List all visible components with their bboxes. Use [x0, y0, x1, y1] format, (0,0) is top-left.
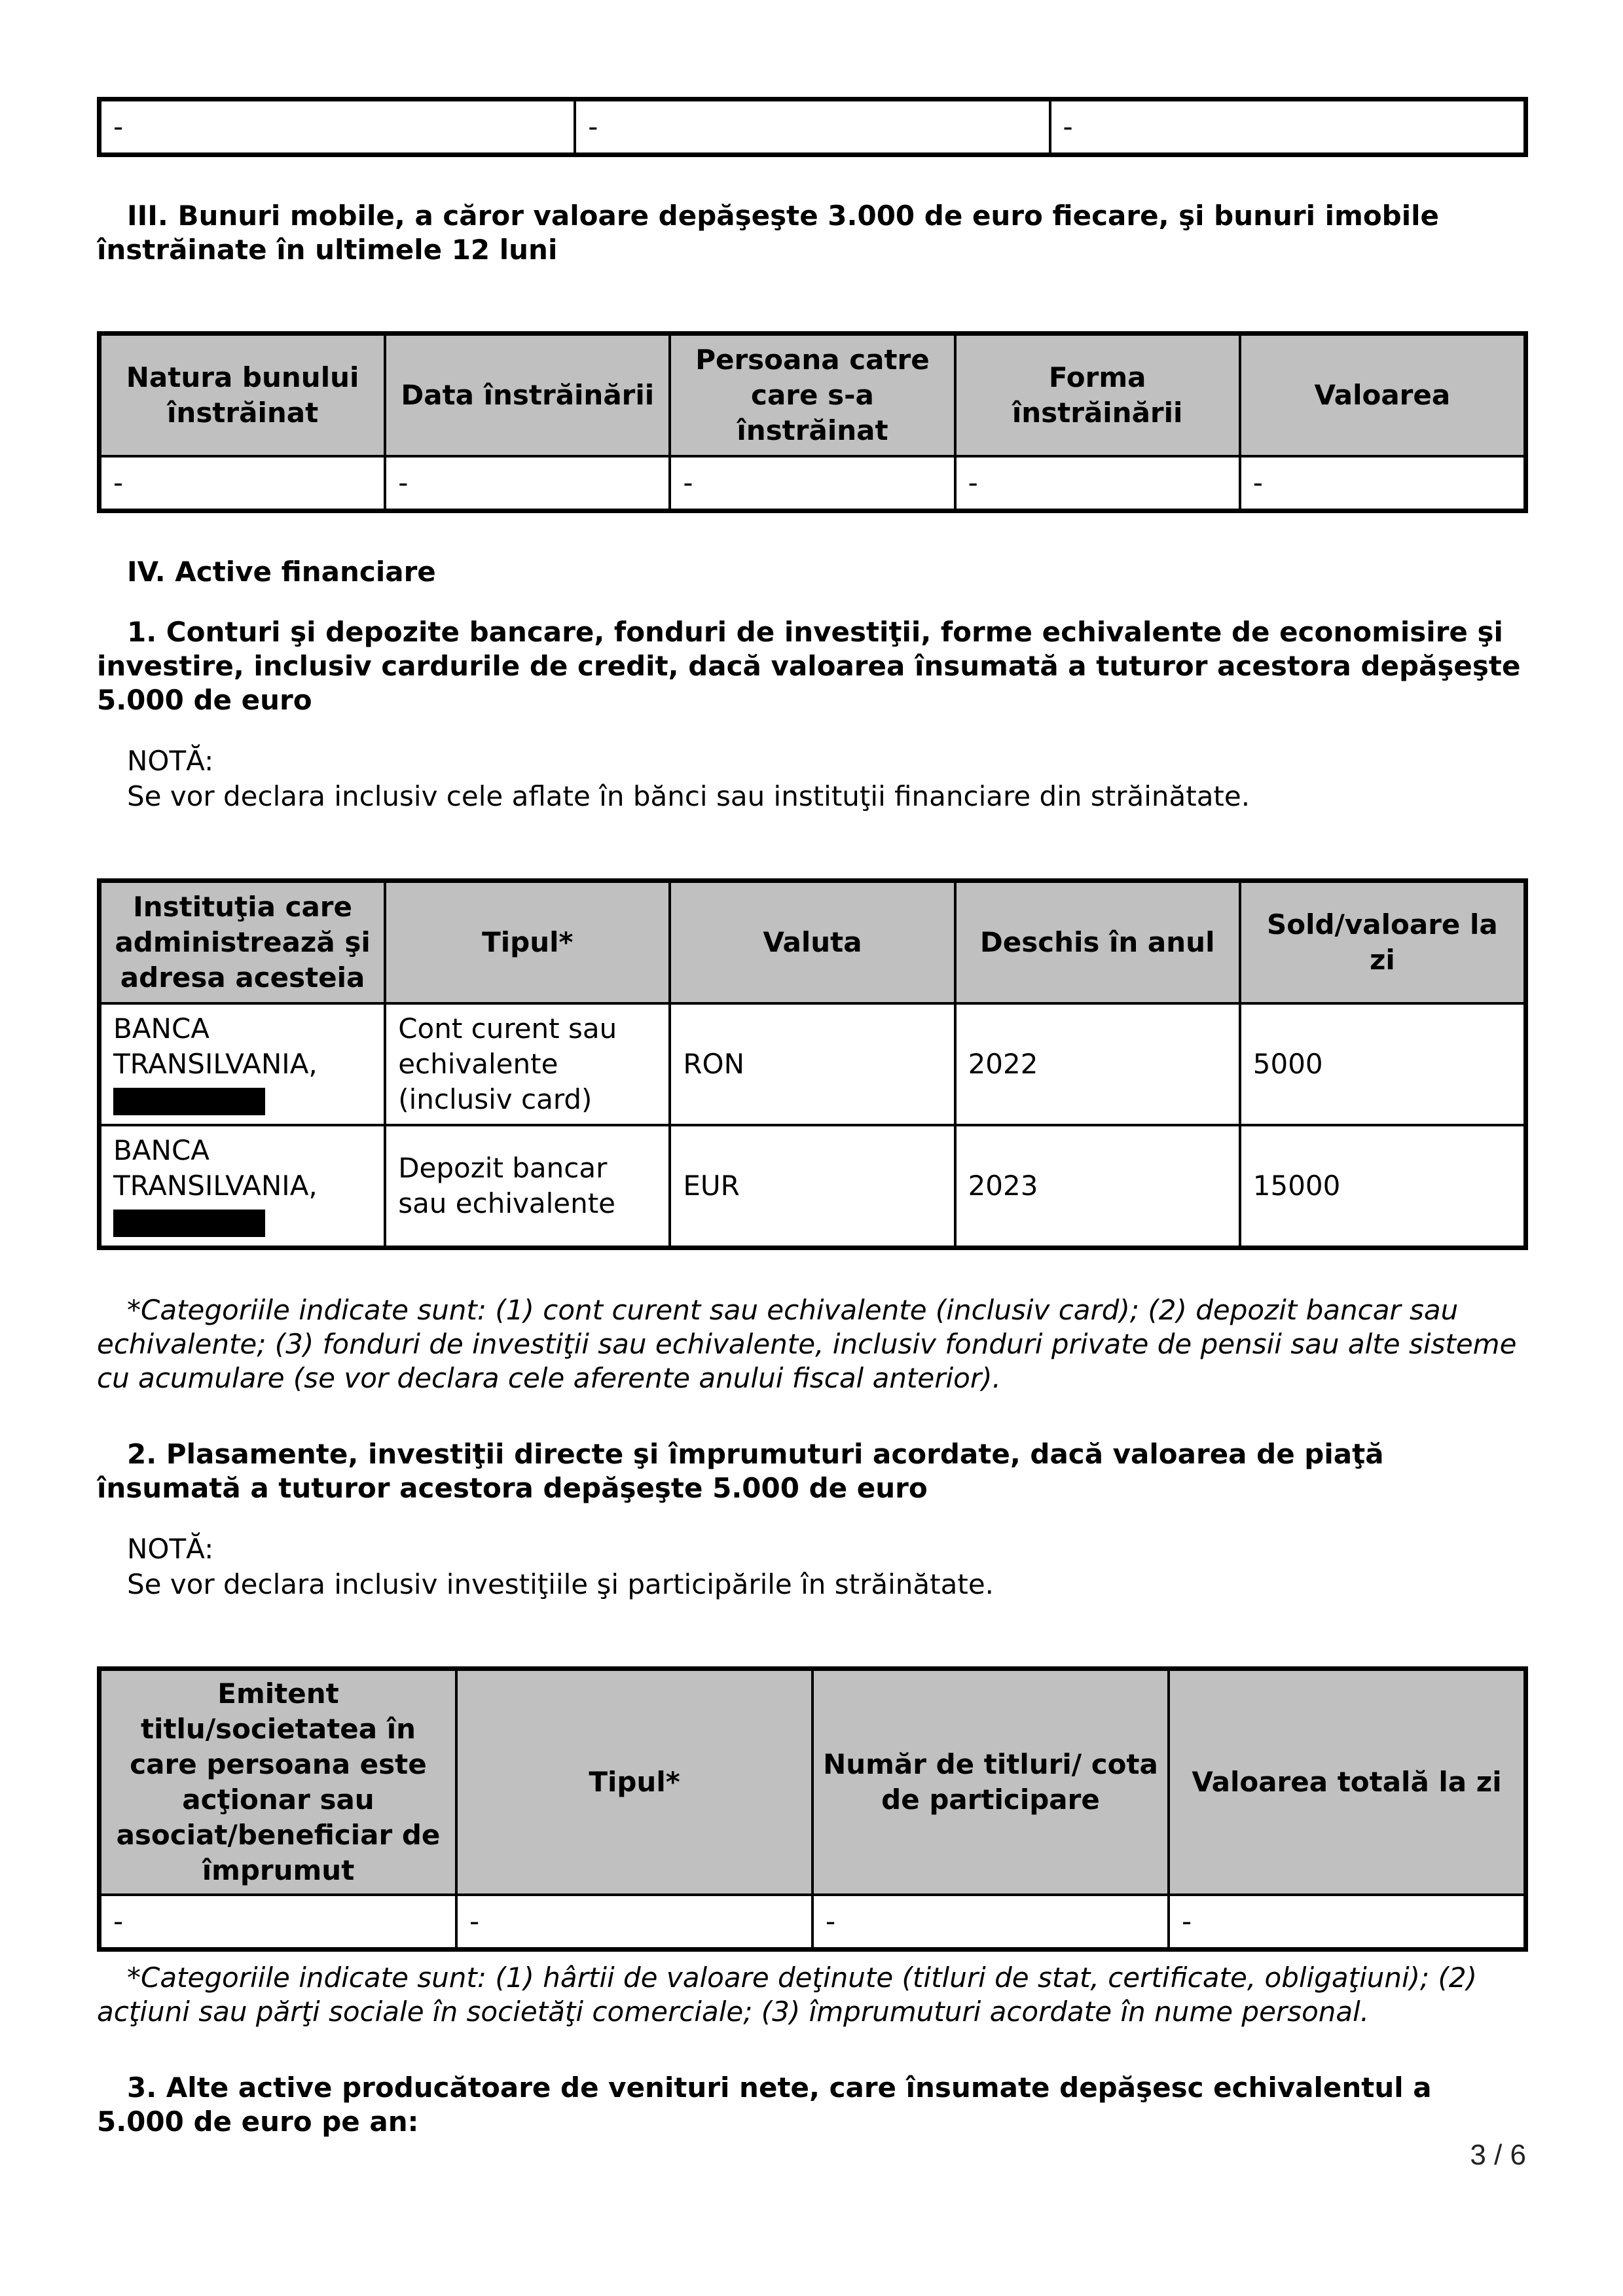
accounts-footnote: *Categoriile indicate sunt: (1) cont curent sau echivalente (inclusiv card); (2) depozit bancar sau echivalente; (3) fonduri de investiţii sau echivalente, inclusiv fonduri private de pensii sau alte sisteme cu acumulare (se vor declara cele aferente anului fiscal anterior). — [97, 1294, 1517, 1394]
year-cell: 2023 — [955, 1125, 1240, 1247]
table-row — [100, 1895, 1525, 1948]
table-cell: - — [1050, 100, 1525, 154]
type-cell: Depozit bancar sau echivalente — [385, 1125, 670, 1247]
alienated-assets-table — [97, 331, 1528, 513]
currency-cell: EUR — [670, 1125, 955, 1247]
table-cell: - — [575, 100, 1049, 154]
top-table — [97, 97, 1528, 157]
table-cell: - — [1240, 456, 1525, 510]
column-header: Valoarea totală la zi — [1169, 1670, 1525, 1895]
section-iv-heading: IV. Active financiare — [127, 556, 436, 588]
note-label: NOTĂ: — [127, 745, 214, 777]
table-cell: - — [812, 1895, 1169, 1948]
column-header: Valoarea — [1240, 334, 1525, 456]
document-page — [97, 97, 1528, 2139]
table-cell: - — [100, 456, 385, 510]
table-row — [100, 100, 1525, 154]
bank-accounts-table — [97, 878, 1528, 1250]
year-cell: 2022 — [955, 1003, 1240, 1125]
column-header: Sold/valoare la zi — [1240, 882, 1525, 1003]
column-header: Forma înstrăinării — [955, 334, 1240, 456]
redacted-address-block — [113, 1210, 265, 1237]
table-header-row — [100, 1670, 1525, 1895]
table-header-row — [100, 882, 1525, 1003]
table-row — [100, 1125, 1525, 1247]
table-row — [100, 456, 1525, 510]
table-cell: - — [456, 1895, 812, 1948]
column-header: Natura bunului înstrăinat — [100, 334, 385, 456]
institution-name: BANCA TRANSILVANIA, — [113, 1134, 318, 1202]
institution-cell — [100, 1003, 385, 1125]
section-iii-heading: III. Bunuri mobile, a căror valoare depăşeşte 3.000 de euro fiecare, şi bunuri imobile înstrăinate în ultimele 12 luni — [97, 200, 1440, 266]
table-cell: - — [670, 456, 955, 510]
table-cell: - — [385, 456, 670, 510]
institution-cell — [100, 1125, 385, 1247]
note-label: NOTĂ: — [127, 1533, 214, 1565]
column-header: Persoana catre care s-a înstrăinat — [670, 334, 955, 456]
currency-cell: RON — [670, 1003, 955, 1125]
redacted-address-block — [113, 1088, 265, 1115]
subsection-3-heading: 3. Alte active producătoare de venituri nete, care însumate depăşesc echivalentul a 5.000 de euro pe an: — [97, 2072, 1432, 2138]
table-cell: - — [1169, 1895, 1525, 1948]
table-row — [100, 1003, 1525, 1125]
column-header: Număr de titluri/ cota de participare — [812, 1670, 1169, 1895]
column-header: Deschis în anul — [955, 882, 1240, 1003]
table-header-row — [100, 334, 1525, 456]
column-header: Instituţia care administrează şi adresa acesteia — [100, 882, 385, 1003]
column-header: Tipul* — [456, 1670, 812, 1895]
column-header: Emitent titlu/societatea în care persoana este acţionar sau asociat/beneficiar de împrumut — [100, 1670, 456, 1895]
note-text: Se vor declara inclusiv investiţiile şi participările în străinătate. — [127, 1568, 994, 1600]
subsection-2-heading: 2. Plasamente, investiţii directe şi împrumuturi acordate, dacă valoarea de piaţă însumată a tuturor acestora depăşeşte 5.000 de euro — [97, 1438, 1384, 1504]
column-header: Valuta — [670, 882, 955, 1003]
table-cell: - — [100, 100, 575, 154]
institution-name: BANCA TRANSILVANIA, — [113, 1013, 318, 1080]
balance-cell: 15000 — [1240, 1125, 1525, 1247]
column-header: Tipul* — [385, 882, 670, 1003]
table-cell: - — [955, 456, 1240, 510]
subsection-1-heading: 1. Conturi şi depozite bancare, fonduri de investiţii, forme echivalente de economisire şi investire, inclusiv cardurile de credit, dacă valoarea însumată a tuturor acestora depăşeşte 5.000 de euro — [97, 616, 1521, 716]
investments-footnote: *Categoriile indicate sunt: (1) hârtii de valoare deţinute (titluri de stat, certificate, obligaţiuni); (2) acţiuni sau părţi sociale în societăţi comerciale; (3) împrumuturi acordate în nume personal. — [97, 1962, 1478, 2028]
column-header: Data înstrăinării — [385, 334, 670, 456]
type-cell: Cont curent sau echivalente (inclusiv card) — [385, 1003, 670, 1125]
balance-cell: 5000 — [1240, 1003, 1525, 1125]
table-cell: - — [100, 1895, 456, 1948]
investments-table — [97, 1666, 1528, 1952]
note-text: Se vor declara inclusiv cele aflate în bănci sau instituţii financiare din străinătate. — [127, 780, 1250, 812]
page-number: 3 / 6 — [1470, 2139, 1526, 2171]
